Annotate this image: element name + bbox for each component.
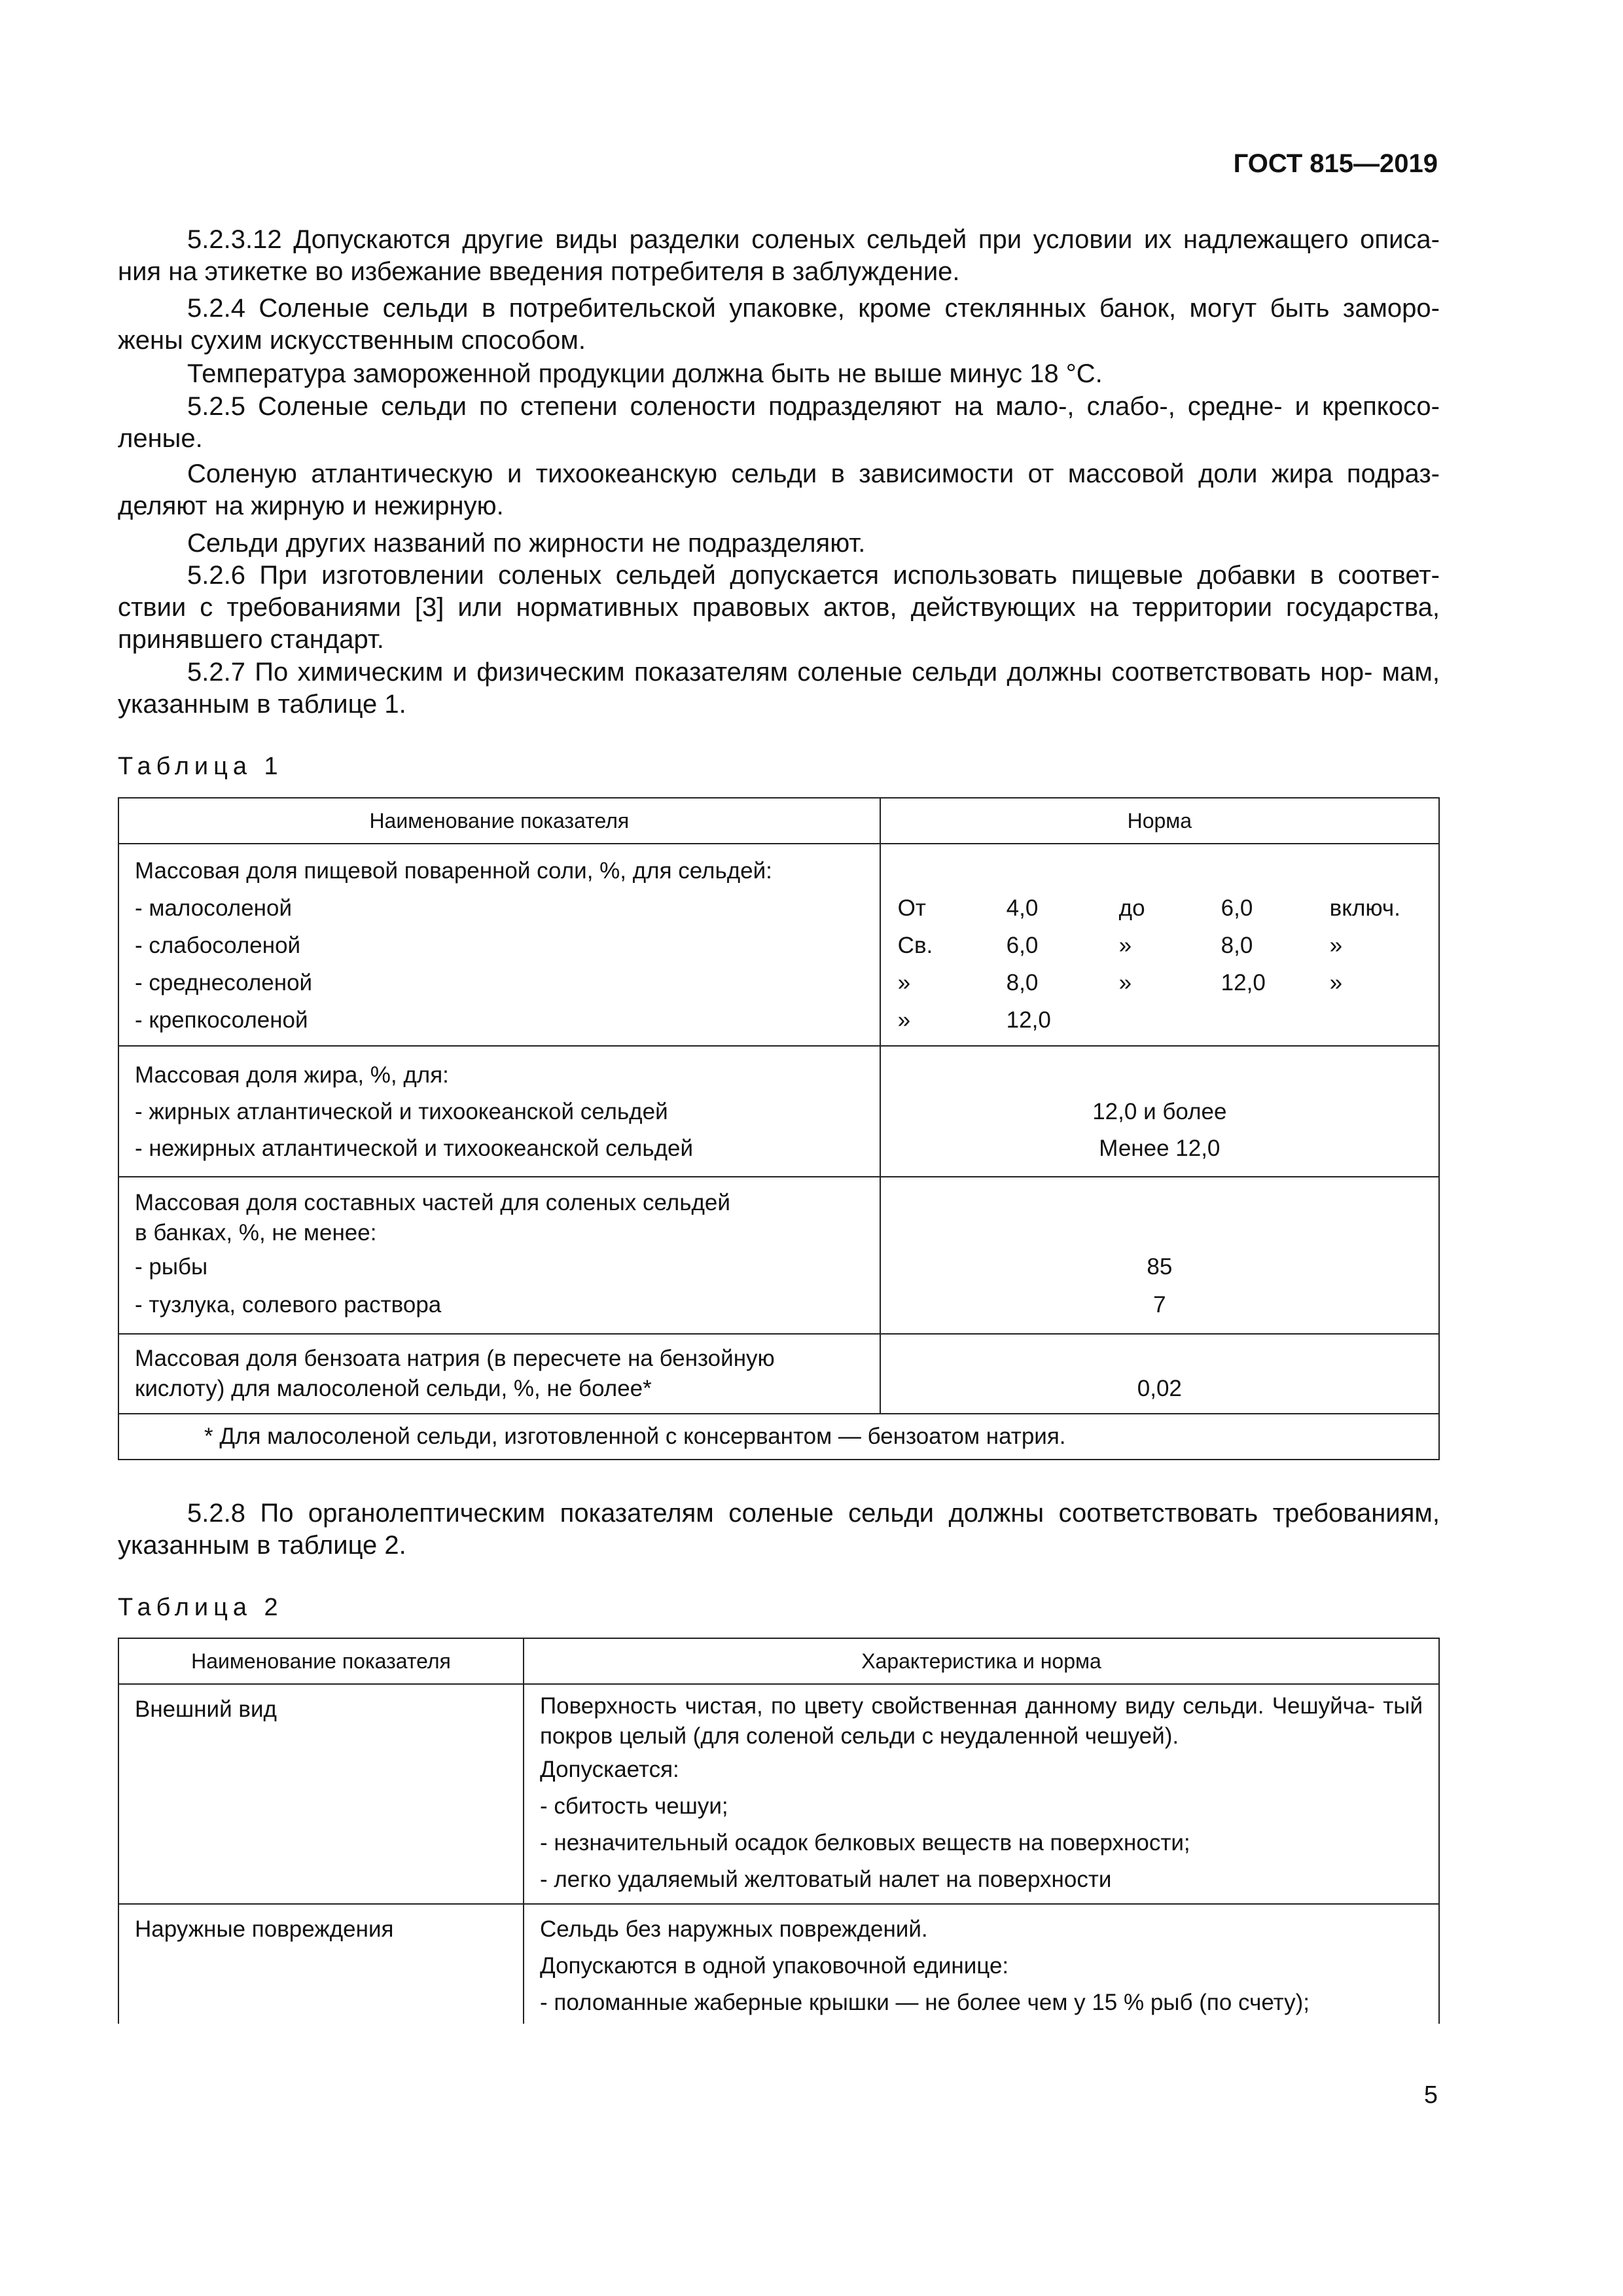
table2 <box>118 1638 1440 2024</box>
salt-norm-cell: » <box>897 1007 911 1033</box>
document-header: ГОСТ 815—2019 <box>1233 149 1438 178</box>
salt-row-label: - слабосоленой <box>135 933 301 958</box>
page-number: 5 <box>1423 2081 1438 2109</box>
table2-row <box>118 1684 1439 1904</box>
table2-row-item: - легко удаляемый желтоватый налет на поверхности <box>539 1867 1112 1892</box>
table1 <box>118 797 1440 1460</box>
table1-row-parts <box>118 1177 1439 1334</box>
table1-footnote: * Для малосоленой сельди, изготовленной с консервантом — бензоатом натрия. <box>204 1424 1066 1449</box>
benzoate-label: кислоту) для малосоленой сельди, %, не более* <box>135 1376 652 1401</box>
parts-row-label: - тузлука, солевого раствора <box>135 1292 442 1318</box>
paragraph-text: Сельди других названий по жирности не подразделяют. <box>187 529 866 558</box>
table1-row-salt <box>118 844 1439 1046</box>
paragraph <box>118 528 1440 560</box>
parts-title: в банках, %, не менее: <box>135 1220 377 1246</box>
fat-row-label: - нежирных атлантической и тихоокеанской сельдей <box>135 1136 694 1161</box>
salt-norm-cell: 4,0 <box>1006 895 1039 921</box>
salt-row-label: - среднесоленой <box>135 970 313 996</box>
table1-row-benzoate <box>118 1334 1439 1414</box>
table2-row <box>118 1904 1439 2024</box>
table2-header-name: Наименование показателя <box>118 1638 524 1684</box>
paragraph <box>118 458 1440 522</box>
parts-row-value: 7 <box>1153 1292 1166 1318</box>
salt-norm-cell: 12,0 <box>1006 1007 1051 1033</box>
paragraph-text: 5.2.5 Соленые сельди по степени солености подразделяют на мало-, слабо-, средне- и крепкосо- леные. <box>118 392 1440 453</box>
paragraph-text: 5.2.8 По органолептическим показателям соленые сельди должны соответствовать требованиям, указанным в таблице 2. <box>118 1499 1440 1560</box>
table1-header-norm: Норма <box>880 798 1439 844</box>
table2-row-item: Допускаются в одной упаковочной единице: <box>539 1953 1009 1979</box>
parts-row-value: 85 <box>1147 1254 1173 1280</box>
salt-norm-cell: Св. <box>897 933 933 958</box>
salt-row-label: - крепкосоленой <box>135 1007 308 1033</box>
table2-caption: Таблица 2 <box>118 1594 283 1621</box>
salt-norm-cell: включ. <box>1329 895 1400 921</box>
salt-norm-cell: 8,0 <box>1221 933 1253 958</box>
paragraph-text: 5.2.7 По химическим и физическим показателям соленые сельди должны соответствовать нор- мам, указанным в таблице 1. <box>118 658 1440 719</box>
parts-row-label: - рыбы <box>135 1254 208 1280</box>
paragraph-5-2-8 <box>118 1498 1440 1562</box>
salt-row-label: - малосоленой <box>135 895 293 921</box>
paragraph-text: 5.2.4 Соленые сельди в потребительской упаковке, кроме стеклянных банок, могут быть заморо- жены сухим искусственным способом. <box>118 294 1440 355</box>
salt-norm-cell: 12,0 <box>1221 970 1266 996</box>
paragraph-text: 5.2.3.12 Допускаются другие виды разделки соленых сельдей при условии их надлежащего описа- ния на этикетке во избежание введения потребителя в заблуждение. <box>118 225 1440 286</box>
salt-norm-cell: » <box>1329 933 1343 958</box>
paragraph <box>118 224 1440 288</box>
table1-caption: Таблица 1 <box>118 753 283 780</box>
table2-row-item: Допускается: <box>539 1757 679 1782</box>
table2-row-item: - незначительный осадок белковых веществ на поверхности; <box>539 1830 1190 1856</box>
paragraph <box>118 358 1440 390</box>
salt-norm-row <box>898 964 1423 1001</box>
paragraph-text: Температура замороженной продукции должна быть не выше минус 18 °С. <box>187 359 1103 388</box>
salt-norm-row <box>898 1001 1423 1039</box>
table1-row-fat <box>118 1046 1439 1177</box>
table2-row-desc: Поверхность чистая, по цвету свойственная данному виду сельди. Чешуйча- тый покров целый (для соленой сельди с неудаленной чешуей). <box>539 1693 1423 1749</box>
fat-row-value: Менее 12,0 <box>1099 1136 1221 1161</box>
salt-norm-row <box>898 889 1423 927</box>
salt-norm-cell: 8,0 <box>1006 970 1039 996</box>
salt-norm-cell: » <box>1118 933 1132 958</box>
paragraph <box>118 293 1440 357</box>
salt-norm-cell: » <box>897 970 911 996</box>
fat-row-label: - жирных атлантической и тихоокеанской сельдей <box>135 1099 668 1124</box>
salt-norm-cell: 6,0 <box>1006 933 1039 958</box>
table2-row-item: Сельдь без наружных повреждений. <box>539 1916 928 1942</box>
table2-row-item: - поломанные жаберные крышки — не более чем у 15 % рыб (по счету); <box>539 1990 1310 2015</box>
salt-norm-cell: 6,0 <box>1221 895 1253 921</box>
paragraph <box>118 391 1440 455</box>
parts-title: Массовая доля составных частей для соленых сельдей <box>135 1190 730 1215</box>
table2-row-name: Внешний вид <box>135 1696 277 1722</box>
paragraph-text: Соленую атлантическую и тихоокеанскую сельди в зависимости от массовой доли жира подраз- деляют на жирную и нежирную. <box>118 459 1440 520</box>
fat-title: Массовая доля жира, %, для: <box>135 1062 449 1088</box>
table2-header-desc: Характеристика и норма <box>524 1638 1439 1684</box>
benzoate-label: Массовая доля бензоата натрия (в пересчете на бензойную <box>135 1346 775 1371</box>
fat-row-value: 12,0 и более <box>1092 1099 1227 1124</box>
salt-norm-cell: От <box>897 895 926 921</box>
table2-row-name: Наружные повреждения <box>135 1916 394 1942</box>
salt-norm-row <box>898 927 1423 964</box>
salt-norm-cell: до <box>1118 895 1145 921</box>
benzoate-value: 0,02 <box>1137 1376 1182 1401</box>
paragraph <box>118 656 1440 721</box>
paragraph <box>118 560 1440 656</box>
salt-norm-cell: » <box>1329 970 1343 996</box>
salt-norm-cell: » <box>1118 970 1132 996</box>
paragraph-text: 5.2.6 При изготовлении соленых сельдей допускается использовать пищевые добавки в соответ- ствии с требованиями [3] или нормативных правовых актов, действующих на территории государства, принявшего стандарт. <box>118 561 1440 654</box>
table2-row-item: - сбитость чешуи; <box>539 1793 728 1819</box>
table1-header-name: Наименование показателя <box>118 798 880 844</box>
table1-footnote-row <box>118 1414 1439 1460</box>
salt-title: Массовая доля пищевой поваренной соли, %, для сельдей: <box>135 858 772 884</box>
